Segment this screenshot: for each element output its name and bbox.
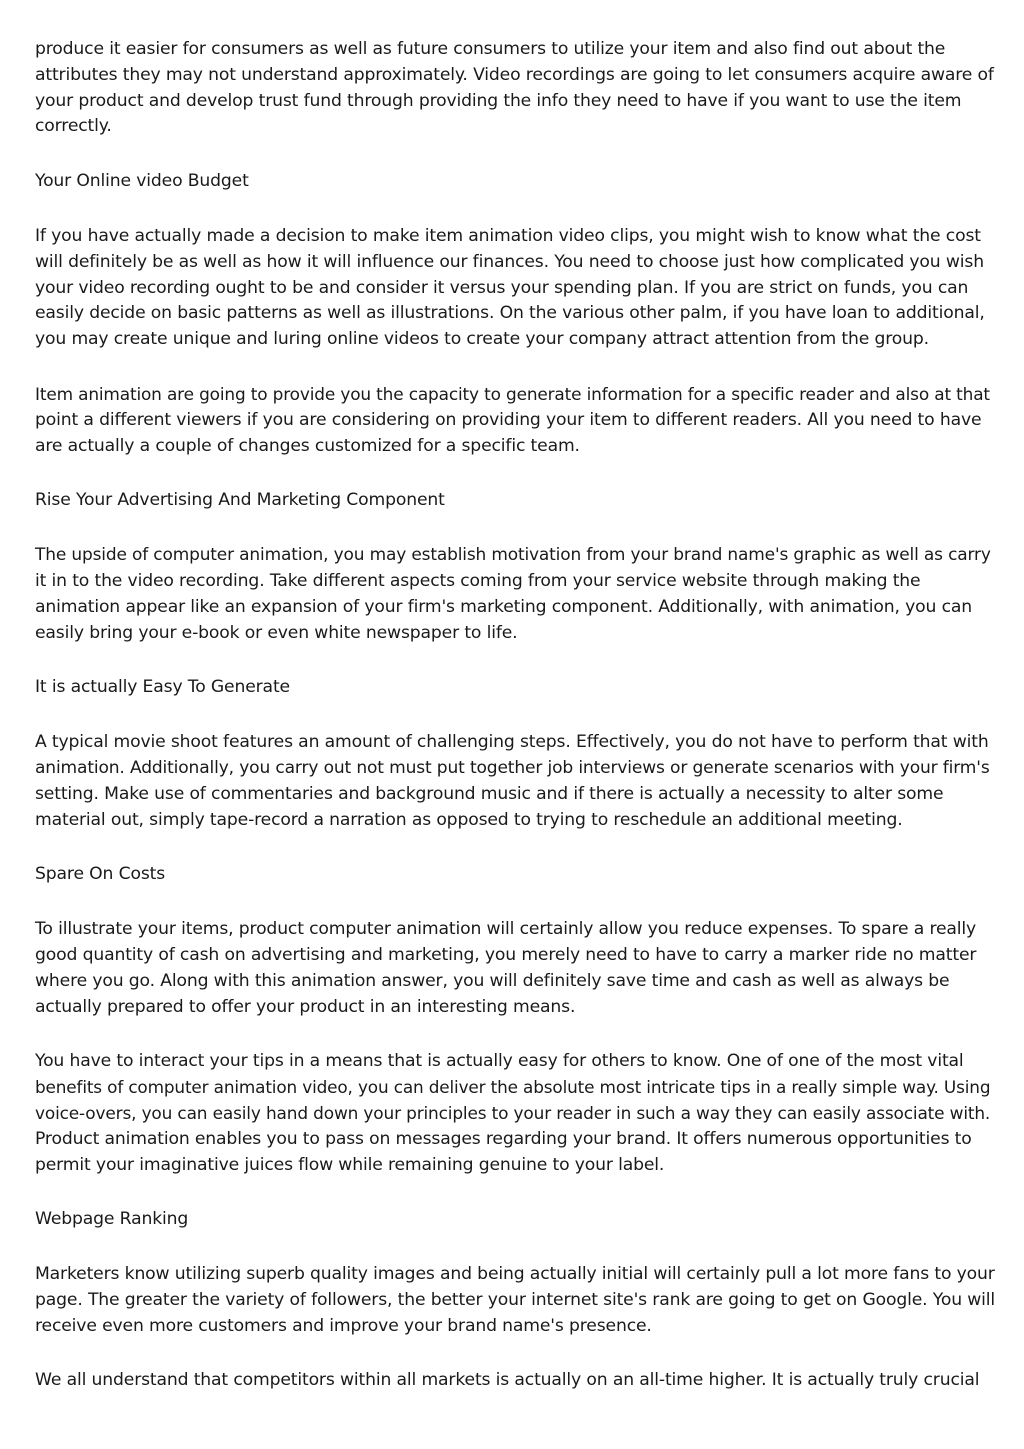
section-heading (35, 862, 995, 888)
text-line: It is actually Easy To Generate (35, 677, 290, 698)
text-line: Your Online video Budget (35, 171, 249, 192)
text-line: Webpage Ranking (35, 1209, 189, 1230)
text-line: setting. Make use of commentaries and background music and if there is actually a necessity to alter some (35, 783, 944, 804)
section-heading (35, 488, 995, 514)
text-line: point a different viewers if you are considering on providing your item to different readers. All you need to have (35, 409, 982, 430)
text-line: We all understand that competitors within all markets is actually on an all-time higher. It is actually truly crucial (35, 1370, 980, 1391)
text-line: To illustrate your items, product computer animation will certainly allow you reduce expenses. To spare a really (35, 919, 977, 940)
body-paragraph (35, 730, 995, 833)
body-paragraph (35, 37, 995, 140)
text-line: voice-overs, you can easily hand down your principles to your reader in such a way they can easily associate with. (35, 1102, 991, 1123)
body-paragraph (35, 382, 995, 459)
body-paragraph (35, 1049, 995, 1178)
section-heading (35, 675, 995, 701)
text-line: actually prepared to offer your product in an interesting means. (35, 996, 576, 1017)
text-line: will definitely be as well as how it will influence our finances. You need to choose just how complicated you wish (35, 251, 984, 272)
text-line: The upside of computer animation, you may establish motivation from your brand name's graphic as well as carry (35, 545, 991, 566)
text-line: easily decide on basic patterns as well as illustrations. On the various other palm, if you have loan to additional, (35, 303, 985, 324)
text-line: you may create unique and luring online videos to create your company attract attention from the group. (35, 329, 929, 350)
section-heading (35, 169, 995, 195)
text-line: are actually a couple of changes customized for a specific team. (35, 435, 580, 456)
text-line: Spare On Costs (35, 864, 166, 885)
text-line: correctly. (35, 116, 112, 137)
body-paragraph (35, 224, 995, 353)
text-line: animation appear like an expansion of your firm's marketing component. Additionally, with animation, you can (35, 596, 972, 617)
body-paragraph (35, 543, 995, 646)
text-line: Rise Your Advertising And Marketing Component (35, 490, 445, 511)
text-line: Marketers know utilizing superb quality images and being actually initial will certainly pull a lot more fans to your (35, 1264, 995, 1285)
text-line: attributes they may not understand approximately. Video recordings are going to let consumers acquire aware of (35, 64, 994, 85)
text-line: produce it easier for consumers as well as future consumers to utilize your item and also find out about the (35, 39, 946, 59)
text-line: permit your imaginative juices flow while remaining genuine to your label. (35, 1154, 665, 1175)
text-line: page. The greater the variety of followers, the better your internet site's rank are going to get on Google. You will (35, 1289, 996, 1310)
text-line: Item animation are going to provide you the capacity to generate information for a specific reader and also at that (35, 383, 990, 404)
text-line: it in to the video recording. Take different aspects coming from your service website through making the (35, 570, 921, 591)
text-line: your video recording ought to be and consider it versus your spending plan. If you are strict on funds, you can (35, 277, 969, 298)
body-paragraph (35, 1368, 995, 1394)
text-line: If you have actually made a decision to make item animation video clips, you might wish to know what the cost (35, 225, 981, 246)
document-page (35, 37, 995, 1423)
text-line: material out, simply tape-record a narration as opposed to trying to reschedule an additional meeting. (35, 809, 903, 830)
text-line: You have to interact your tips in a means that is actually easy for others to know. One of one of the most vital (35, 1051, 964, 1072)
text-line: good quantity of cash on advertising and marketing, you merely need to have to carry a marker ride no matter (35, 944, 977, 965)
text-line: A typical movie shoot features an amount of challenging steps. Effectively, you do not have to perform that with (35, 732, 989, 753)
body-paragraph (35, 917, 995, 1020)
text-line: your product and develop trust fund through providing the info they need to have if you want to use the item (35, 90, 962, 111)
body-paragraph (35, 1262, 995, 1339)
text-line: Product animation enables you to pass on messages regarding your brand. It offers numerous opportunities to (35, 1128, 972, 1149)
text-line: receive even more customers and improve your brand name's presence. (35, 1315, 652, 1336)
section-heading (35, 1207, 995, 1233)
text-line: benefits of computer animation video, you can deliver the absolute most intricate tips in a really simple way. Using (35, 1077, 991, 1098)
text-line: easily bring your e-book or even white newspaper to life. (35, 622, 518, 643)
text-line: where you go. Along with this animation answer, you will definitely save time and cash as well as always be (35, 970, 950, 991)
text-line: animation. Additionally, you carry out not must put together job interviews or generate scenarios with your firm's (35, 757, 990, 778)
